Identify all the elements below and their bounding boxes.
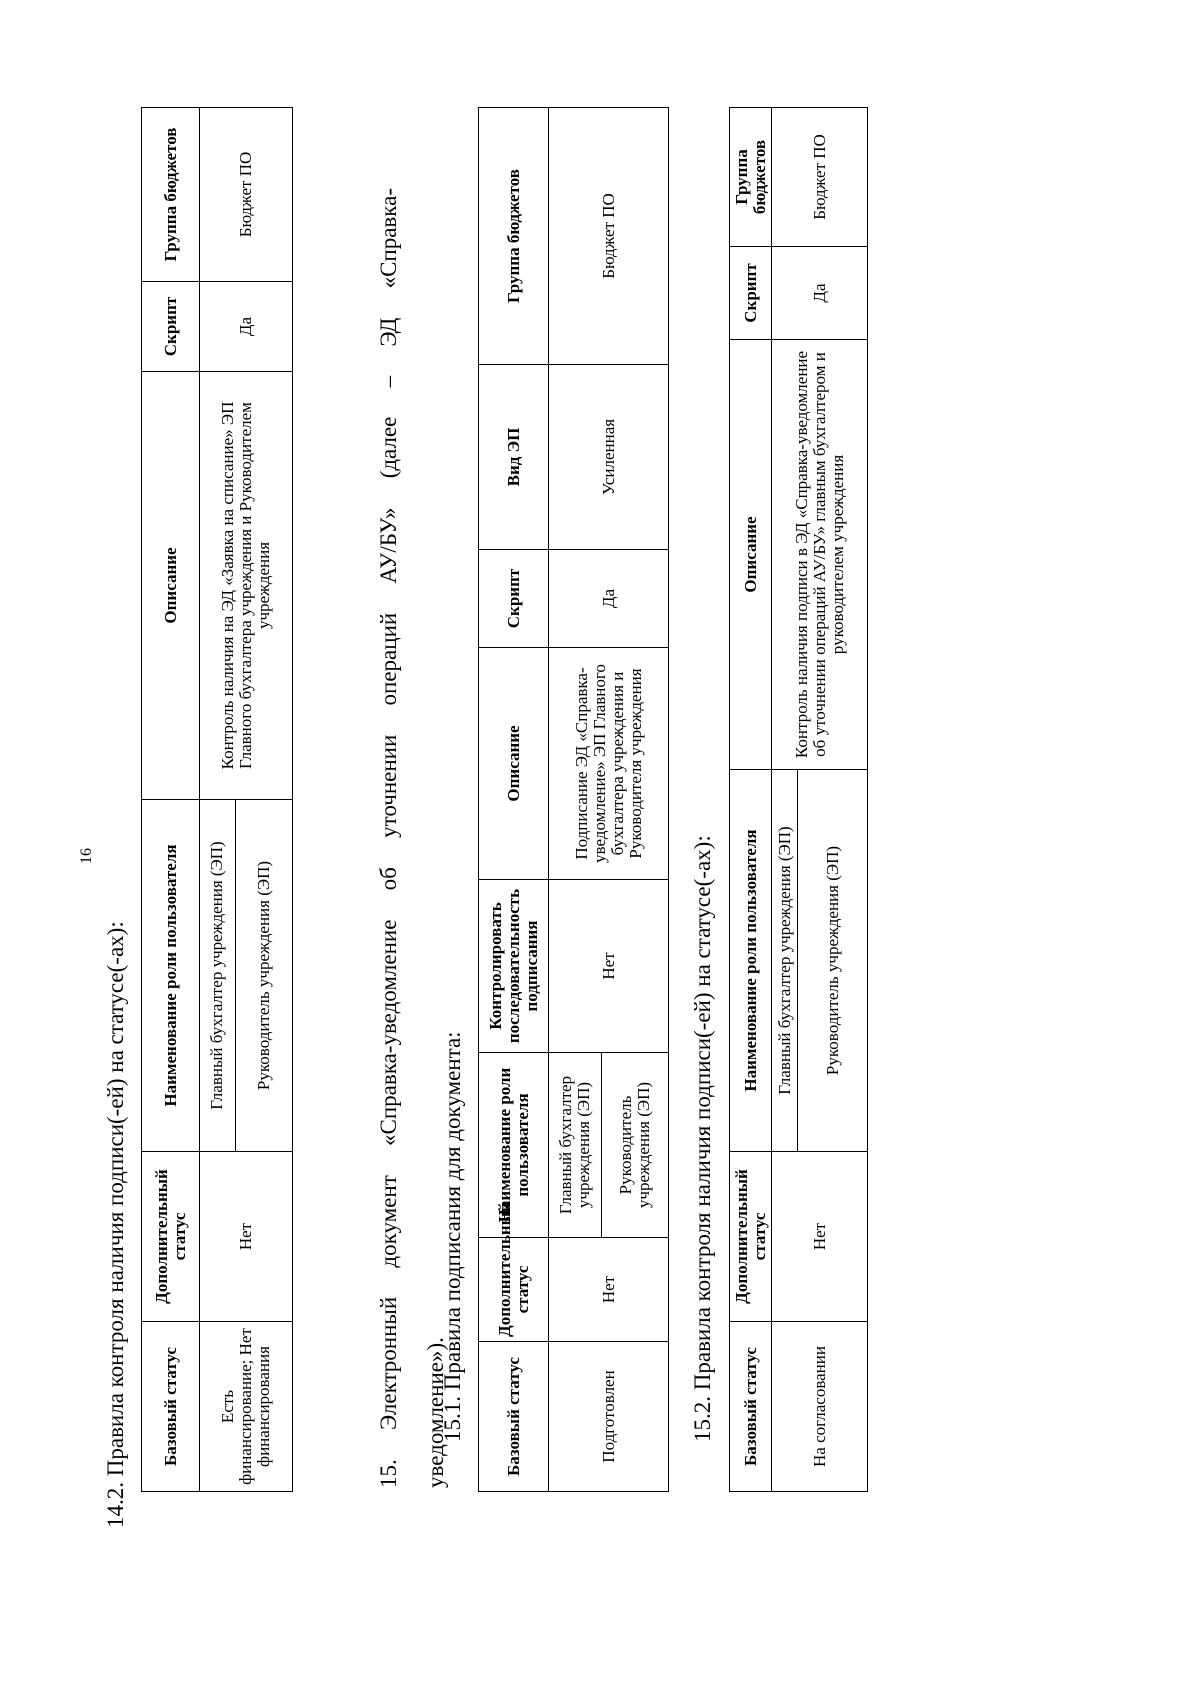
heading-15-1: 15.1. Правила подписания для документа: — [440, 1031, 465, 1442]
th-script: Скрипт — [479, 550, 549, 648]
heading-15-2: 15.2. Правила контроля наличия подписи(-ей) на статусе(-ах): — [690, 835, 715, 1442]
cell-role-2: Руководитель учреждения (ЭП) — [602, 1053, 669, 1238]
cell-budget-group: Бюджет ПО — [549, 108, 669, 365]
th-base-status: Базовый статус — [479, 1342, 549, 1492]
th-base-status: Базовый статус — [142, 1322, 200, 1492]
cell-script: Да — [549, 550, 669, 648]
cell-description: Контроль наличия на ЭД «Заявка на списание» ЭП Главного бухгалтера учреждения и Руководителем учреждения — [200, 372, 293, 800]
cell-base-status: Подготовлен — [549, 1342, 669, 1492]
cell-extra-status: Нет — [772, 1152, 868, 1322]
th-description: Описание — [479, 648, 549, 880]
th-budget-group: Группа бюджетов — [142, 108, 200, 282]
paragraph-15 — [365, 188, 448, 1488]
cell-description: Подписание ЭД «Справка-уведомление» ЭП Главного бухгалтера учреждения и Руководителя учреждения — [549, 648, 669, 880]
cell-role-2: Руководитель учреждения (ЭП) — [798, 770, 868, 1152]
table-15-1 — [478, 107, 669, 1492]
th-description: Описание — [142, 372, 200, 800]
cell-budget-group: Бюджет ПО — [772, 108, 868, 247]
cell-script: Да — [772, 247, 868, 340]
th-extra-status: Дополнительный статус — [730, 1152, 772, 1322]
cell-role-1: Главный бухгалтер учреждения (ЭП) — [200, 800, 235, 1152]
th-budget-group: Группа бюджетов — [730, 108, 772, 247]
th-extra-status: Дополнительный статус — [142, 1152, 200, 1322]
th-extra-status: Дополнительный статус — [479, 1238, 549, 1342]
th-description: Описание — [730, 340, 772, 770]
th-budget-group: Группа бюджетов — [479, 108, 549, 365]
table-15-2 — [729, 107, 868, 1492]
cell-role-2: Руководитель учреждения (ЭП) — [235, 800, 292, 1152]
cell-description: Контроль наличия подписи в ЭД «Справка-уведомление об уточнении операций АУ/БУ» главным бухгалтером и руководителем учреждения — [772, 340, 868, 770]
paragraph-15-line-1: 15. Электронный документ «Справка-уведомление об уточнении операций АУ/БУ» (далее – ЭД «Справка- — [376, 188, 401, 1488]
cell-role-1: Главный бухгалтер учреждения (ЭП) — [772, 770, 798, 1152]
th-role-name: Наименование роли пользователя — [730, 770, 772, 1152]
cell-extra-status: Нет — [200, 1152, 293, 1322]
cell-sig-type: Усиленная — [549, 365, 669, 550]
th-base-status: Базовый статус — [730, 1322, 772, 1492]
cell-budget-group: Бюджет ПО — [200, 108, 293, 282]
cell-base-status: Есть финансирование; Нет финансирования — [200, 1322, 293, 1492]
cell-script: Да — [200, 282, 293, 372]
cell-role-1: Главный бухгалтер учреждения (ЭП) — [549, 1053, 602, 1238]
th-script: Скрипт — [142, 282, 200, 372]
page-number: 16 — [78, 848, 95, 864]
th-role-name: Наименование роли пользователя — [479, 1053, 549, 1238]
th-script: Скрипт — [730, 247, 772, 340]
cell-base-status: На согласовании — [772, 1322, 868, 1492]
th-control-sequence: Контролировать последовательность подписания — [479, 880, 549, 1053]
heading-14-2: 14.2. Правила контроля наличия подписи(-ей) на статусе(-ах): — [103, 921, 128, 1528]
th-role-name: Наименование роли пользователя — [142, 800, 200, 1152]
th-sig-type: Вид ЭП — [479, 365, 549, 550]
table-14-2 — [141, 107, 293, 1492]
paragraph-15-line-2: уведомление»). — [423, 1337, 448, 1488]
cell-extra-status: Нет — [549, 1238, 669, 1342]
cell-control-sequence: Нет — [549, 880, 669, 1053]
